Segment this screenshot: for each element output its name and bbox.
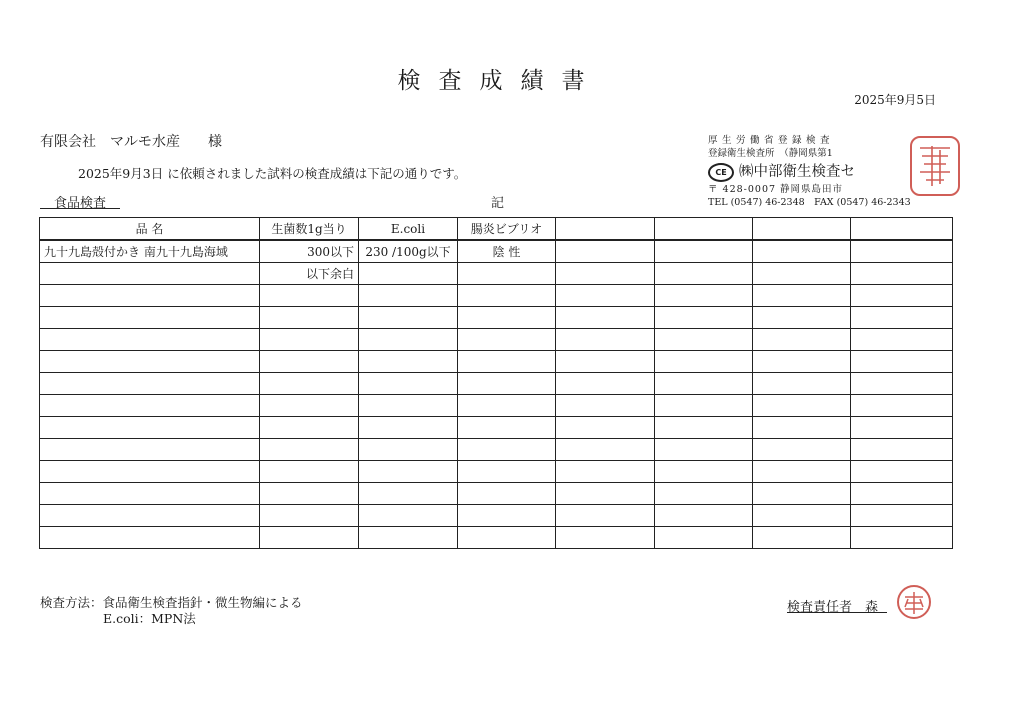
table-cell [359, 439, 458, 461]
table-row [40, 527, 953, 549]
table-cell [260, 527, 359, 549]
stamp-graphic [899, 587, 929, 617]
table-cell [655, 351, 753, 373]
table-cell [260, 483, 359, 505]
inspector-underline [787, 612, 887, 613]
table-cell [556, 285, 655, 307]
table-cell [753, 527, 851, 549]
table-cell [359, 373, 458, 395]
table-cell [851, 527, 953, 549]
table-cell [260, 351, 359, 373]
table-cell [359, 307, 458, 329]
intro-text: 2025年9月3日 に依頼されました試料の検査成績は下記の通りです。 [78, 166, 467, 181]
table-cell [753, 483, 851, 505]
table-cell [556, 263, 655, 285]
method-text: 検査方法：食品衛生検査指針・微生物編による [40, 595, 303, 610]
table-cell [753, 240, 851, 263]
table-cell [655, 307, 753, 329]
table-cell [260, 505, 359, 527]
table-cell [753, 263, 851, 285]
table-cell [458, 439, 556, 461]
table-cell [260, 395, 359, 417]
table-cell [458, 307, 556, 329]
table-cell [458, 417, 556, 439]
round-stamp-icon [897, 585, 931, 619]
table-cell [260, 285, 359, 307]
table-cell [556, 329, 655, 351]
table-header-cell [753, 218, 851, 241]
table-cell [851, 505, 953, 527]
table-cell [655, 395, 753, 417]
lab-registration: 厚生労働省登録検査 [708, 135, 835, 146]
table-cell [655, 461, 753, 483]
table-cell [851, 285, 953, 307]
table-header-cell: 生菌数1g当り [260, 218, 359, 241]
table-cell [753, 461, 851, 483]
table-cell [260, 307, 359, 329]
lab-block [708, 134, 940, 209]
table-cell [753, 395, 851, 417]
table-header-cell: 品 名 [40, 218, 260, 241]
table-cell [458, 329, 556, 351]
table-cell [458, 395, 556, 417]
table-header-cell: 腸炎ビブリオ [458, 218, 556, 241]
method-block [40, 595, 303, 627]
recipient: 有限会社 マルモ水産 様 [40, 134, 222, 150]
method-sub-text: E.coli：MPN法 [103, 611, 196, 626]
table-cell [851, 373, 953, 395]
table-cell [556, 505, 655, 527]
table-cell [753, 351, 851, 373]
lab-logo-icon: CE [708, 163, 734, 182]
table-cell [40, 351, 260, 373]
table-cell [458, 505, 556, 527]
table-cell [851, 417, 953, 439]
table-header-cell: E.coli [359, 218, 458, 241]
table-cell [655, 373, 753, 395]
table-cell [40, 307, 260, 329]
table-cell [40, 285, 260, 307]
table-row [40, 307, 953, 329]
table-row [40, 483, 953, 505]
table-cell [359, 505, 458, 527]
table-cell [851, 461, 953, 483]
section-label: 食品検査 [54, 196, 107, 211]
table-cell [556, 351, 655, 373]
table-cell: 300以下 [260, 240, 359, 263]
table-cell [556, 373, 655, 395]
table-cell [655, 417, 753, 439]
table-cell [655, 439, 753, 461]
table-cell [359, 417, 458, 439]
table-row [40, 505, 953, 527]
table-cell [40, 483, 260, 505]
lab-name: ㈱中部衛生検査セ [739, 164, 855, 180]
table-cell [359, 483, 458, 505]
table-cell [458, 461, 556, 483]
table-cell [851, 329, 953, 351]
table-header-cell [851, 218, 953, 241]
lab-name-row [708, 162, 940, 182]
table-cell [851, 263, 953, 285]
table-cell [851, 483, 953, 505]
table-row [40, 417, 953, 439]
table-cell: 230 /100g以下 [359, 240, 458, 263]
table-cell [753, 373, 851, 395]
table-cell [655, 329, 753, 351]
table-cell [458, 373, 556, 395]
table-cell [655, 527, 753, 549]
table-row [40, 373, 953, 395]
table-cell [458, 483, 556, 505]
table-cell [851, 307, 953, 329]
table-cell [655, 505, 753, 527]
table-cell [40, 527, 260, 549]
table-cell [40, 417, 260, 439]
table-cell [359, 285, 458, 307]
table-cell: 陰 性 [458, 240, 556, 263]
table-cell [40, 461, 260, 483]
table-cell [359, 263, 458, 285]
lab-address: 〒 428-0007 静岡県島田市 [708, 184, 844, 195]
table-cell [655, 483, 753, 505]
table-header-cell [556, 218, 655, 241]
table-cell [359, 527, 458, 549]
section-underline [40, 208, 120, 209]
lab-phone: TEL (0547) 46-2348 FAX (0547) 46-2343 [708, 197, 911, 208]
table-cell [753, 307, 851, 329]
table-cell [655, 263, 753, 285]
table-row [40, 285, 953, 307]
table-cell [851, 395, 953, 417]
table-cell [359, 351, 458, 373]
table-cell [753, 285, 851, 307]
table-cell [458, 351, 556, 373]
table-cell [851, 439, 953, 461]
table-row [40, 351, 953, 373]
table-cell [556, 461, 655, 483]
table-header-row [40, 218, 953, 241]
table-cell [260, 329, 359, 351]
square-seal-icon [910, 136, 960, 196]
table-row [40, 461, 953, 483]
table-cell [753, 417, 851, 439]
table-cell [260, 461, 359, 483]
table-row [40, 439, 953, 461]
table-cell [260, 439, 359, 461]
inspector-label: 検査責任者 森 [787, 600, 879, 615]
table-cell [851, 351, 953, 373]
table-cell [40, 395, 260, 417]
table-cell [359, 329, 458, 351]
table-cell [556, 527, 655, 549]
seal-graphic [912, 138, 958, 194]
table-cell [556, 417, 655, 439]
table-cell [556, 439, 655, 461]
table-cell: 九十九島殻付かき 南九十九島海域 [40, 240, 260, 263]
table-cell [260, 373, 359, 395]
document-title: 検査成績書 [397, 68, 603, 94]
table-cell [40, 373, 260, 395]
table-cell [40, 263, 260, 285]
ki-label: 記 [491, 196, 505, 211]
table-cell [40, 329, 260, 351]
lab-registration-sub: 登録衛生検査所 （静岡県第1 [708, 148, 833, 159]
table-cell [458, 527, 556, 549]
table-row [40, 263, 953, 285]
table-cell [359, 395, 458, 417]
table-cell [40, 439, 260, 461]
table-cell [458, 263, 556, 285]
table-cell [359, 461, 458, 483]
table-cell [753, 439, 851, 461]
table-cell [851, 240, 953, 263]
table-cell [40, 505, 260, 527]
issue-date: 2025年9月5日 [854, 93, 936, 107]
table-cell [556, 483, 655, 505]
table-row [40, 329, 953, 351]
table-row [40, 395, 953, 417]
table-cell [753, 329, 851, 351]
table-cell [556, 395, 655, 417]
table-cell [655, 285, 753, 307]
table-cell: 以下余白 [260, 263, 359, 285]
results-table [39, 217, 953, 549]
table-cell [655, 240, 753, 263]
table-cell [458, 285, 556, 307]
table-cell [556, 307, 655, 329]
table-header-cell [655, 218, 753, 241]
table-cell [556, 240, 655, 263]
table-cell [260, 417, 359, 439]
table-cell [753, 505, 851, 527]
table-row [40, 240, 953, 263]
